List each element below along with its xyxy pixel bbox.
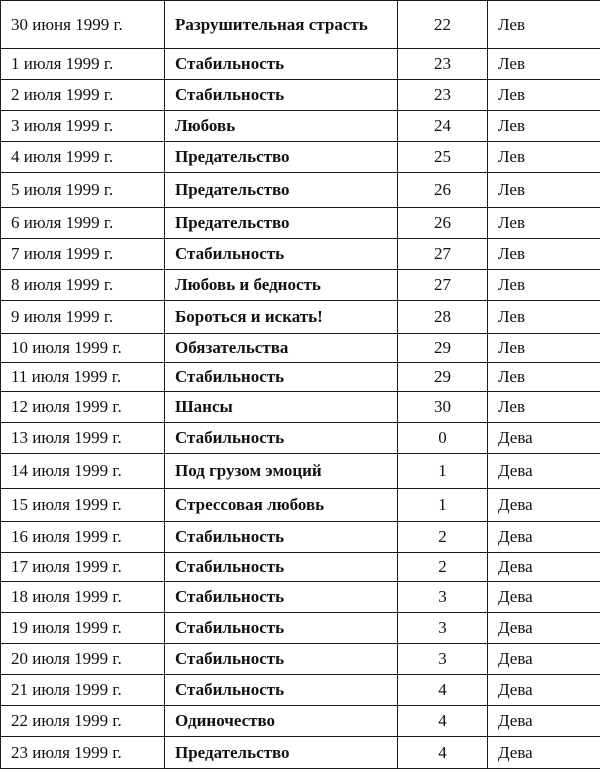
date-cell: 17 июля 1999 г. — [1, 553, 165, 582]
date-cell: 11 июля 1999 г. — [1, 363, 165, 392]
sign-cell: Дева — [488, 423, 600, 454]
title-cell: Любовь и бедность — [165, 270, 398, 301]
title-cell: Под грузом эмоций — [165, 454, 398, 489]
table-row — [1, 239, 600, 270]
date-cell: 8 июля 1999 г. — [1, 270, 165, 301]
date-cell: 2 июля 1999 г. — [1, 80, 165, 111]
degree-cell: 26 — [398, 173, 488, 208]
degree-cell: 1 — [398, 454, 488, 489]
degree-cell: 3 — [398, 613, 488, 644]
sign-cell: Лев — [488, 239, 600, 270]
title-cell: Стабильность — [165, 49, 398, 80]
title-cell: Стабильность — [165, 582, 398, 613]
title-cell: Стрессовая любовь — [165, 489, 398, 522]
table-row — [1, 270, 600, 301]
title-cell: Стабильность — [165, 613, 398, 644]
sign-cell: Дева — [488, 644, 600, 675]
calendar-table-body — [1, 1, 600, 769]
title-cell: Одиночество — [165, 706, 398, 737]
title-cell: Предательство — [165, 142, 398, 173]
table-row — [1, 49, 600, 80]
sign-cell: Дева — [488, 454, 600, 489]
table-row — [1, 301, 600, 334]
table-row — [1, 644, 600, 675]
title-cell: Стабильность — [165, 522, 398, 553]
date-cell: 23 июля 1999 г. — [1, 737, 165, 769]
date-cell: 16 июля 1999 г. — [1, 522, 165, 553]
table-row — [1, 334, 600, 363]
sign-cell: Лев — [488, 173, 600, 208]
degree-cell: 4 — [398, 706, 488, 737]
date-cell: 22 июля 1999 г. — [1, 706, 165, 737]
date-cell: 4 июля 1999 г. — [1, 142, 165, 173]
degree-cell: 3 — [398, 582, 488, 613]
sign-cell: Дева — [488, 582, 600, 613]
table-row — [1, 454, 600, 489]
title-cell: Разрушительная страсть — [165, 1, 398, 49]
degree-cell: 22 — [398, 1, 488, 49]
sign-cell: Дева — [488, 737, 600, 769]
table-row — [1, 142, 600, 173]
title-cell: Предательство — [165, 208, 398, 239]
table-row — [1, 553, 600, 582]
title-cell: Стабильность — [165, 644, 398, 675]
degree-cell: 4 — [398, 675, 488, 706]
title-cell: Шансы — [165, 392, 398, 423]
sign-cell: Лев — [488, 363, 600, 392]
degree-cell: 26 — [398, 208, 488, 239]
sign-cell: Дева — [488, 489, 600, 522]
degree-cell: 0 — [398, 423, 488, 454]
title-cell: Стабильность — [165, 363, 398, 392]
title-cell: Стабильность — [165, 675, 398, 706]
sign-cell: Лев — [488, 111, 600, 142]
degree-cell: 25 — [398, 142, 488, 173]
sign-cell: Лев — [488, 301, 600, 334]
sign-cell: Дева — [488, 522, 600, 553]
date-cell: 3 июля 1999 г. — [1, 111, 165, 142]
title-cell: Бороться и искать! — [165, 301, 398, 334]
sign-cell: Лев — [488, 80, 600, 111]
sign-cell: Дева — [488, 613, 600, 644]
date-cell: 7 июля 1999 г. — [1, 239, 165, 270]
table-row — [1, 363, 600, 392]
date-cell: 6 июля 1999 г. — [1, 208, 165, 239]
sign-cell: Лев — [488, 49, 600, 80]
sign-cell: Дева — [488, 675, 600, 706]
sign-cell: Лев — [488, 334, 600, 363]
date-cell: 21 июля 1999 г. — [1, 675, 165, 706]
title-cell: Стабильность — [165, 423, 398, 454]
table-row — [1, 111, 600, 142]
degree-cell: 2 — [398, 553, 488, 582]
sign-cell: Лев — [488, 392, 600, 423]
date-cell: 30 июня 1999 г. — [1, 1, 165, 49]
degree-cell: 28 — [398, 301, 488, 334]
table-row — [1, 706, 600, 737]
sign-cell: Лев — [488, 1, 600, 49]
date-cell: 10 июля 1999 г. — [1, 334, 165, 363]
degree-cell: 4 — [398, 737, 488, 769]
title-cell: Стабильность — [165, 239, 398, 270]
degree-cell: 3 — [398, 644, 488, 675]
table-row — [1, 173, 600, 208]
sign-cell: Лев — [488, 142, 600, 173]
table-row — [1, 613, 600, 644]
table-row — [1, 392, 600, 423]
table-row — [1, 80, 600, 111]
degree-cell: 27 — [398, 270, 488, 301]
degree-cell: 30 — [398, 392, 488, 423]
sign-cell: Лев — [488, 270, 600, 301]
table-row — [1, 208, 600, 239]
degree-cell: 23 — [398, 80, 488, 111]
degree-cell: 29 — [398, 363, 488, 392]
title-cell: Предательство — [165, 173, 398, 208]
date-cell: 19 июля 1999 г. — [1, 613, 165, 644]
date-cell: 5 июля 1999 г. — [1, 173, 165, 208]
sign-cell: Лев — [488, 208, 600, 239]
date-cell: 13 июля 1999 г. — [1, 423, 165, 454]
date-cell: 15 июля 1999 г. — [1, 489, 165, 522]
degree-cell: 27 — [398, 239, 488, 270]
title-cell: Стабильность — [165, 80, 398, 111]
table-row — [1, 1, 600, 49]
date-cell: 18 июля 1999 г. — [1, 582, 165, 613]
table-row — [1, 582, 600, 613]
table-row — [1, 423, 600, 454]
degree-cell: 1 — [398, 489, 488, 522]
date-cell: 9 июля 1999 г. — [1, 301, 165, 334]
title-cell: Обязательства — [165, 334, 398, 363]
date-cell: 20 июля 1999 г. — [1, 644, 165, 675]
degree-cell: 24 — [398, 111, 488, 142]
table-row — [1, 522, 600, 553]
title-cell: Стабильность — [165, 553, 398, 582]
degree-cell: 23 — [398, 49, 488, 80]
table-row — [1, 675, 600, 706]
table-row — [1, 737, 600, 769]
date-cell: 14 июля 1999 г. — [1, 454, 165, 489]
date-cell: 12 июля 1999 г. — [1, 392, 165, 423]
title-cell: Любовь — [165, 111, 398, 142]
degree-cell: 2 — [398, 522, 488, 553]
table-row — [1, 489, 600, 522]
sign-cell: Дева — [488, 706, 600, 737]
degree-cell: 29 — [398, 334, 488, 363]
sign-cell: Дева — [488, 553, 600, 582]
title-cell: Предательство — [165, 737, 398, 769]
date-cell: 1 июля 1999 г. — [1, 49, 165, 80]
